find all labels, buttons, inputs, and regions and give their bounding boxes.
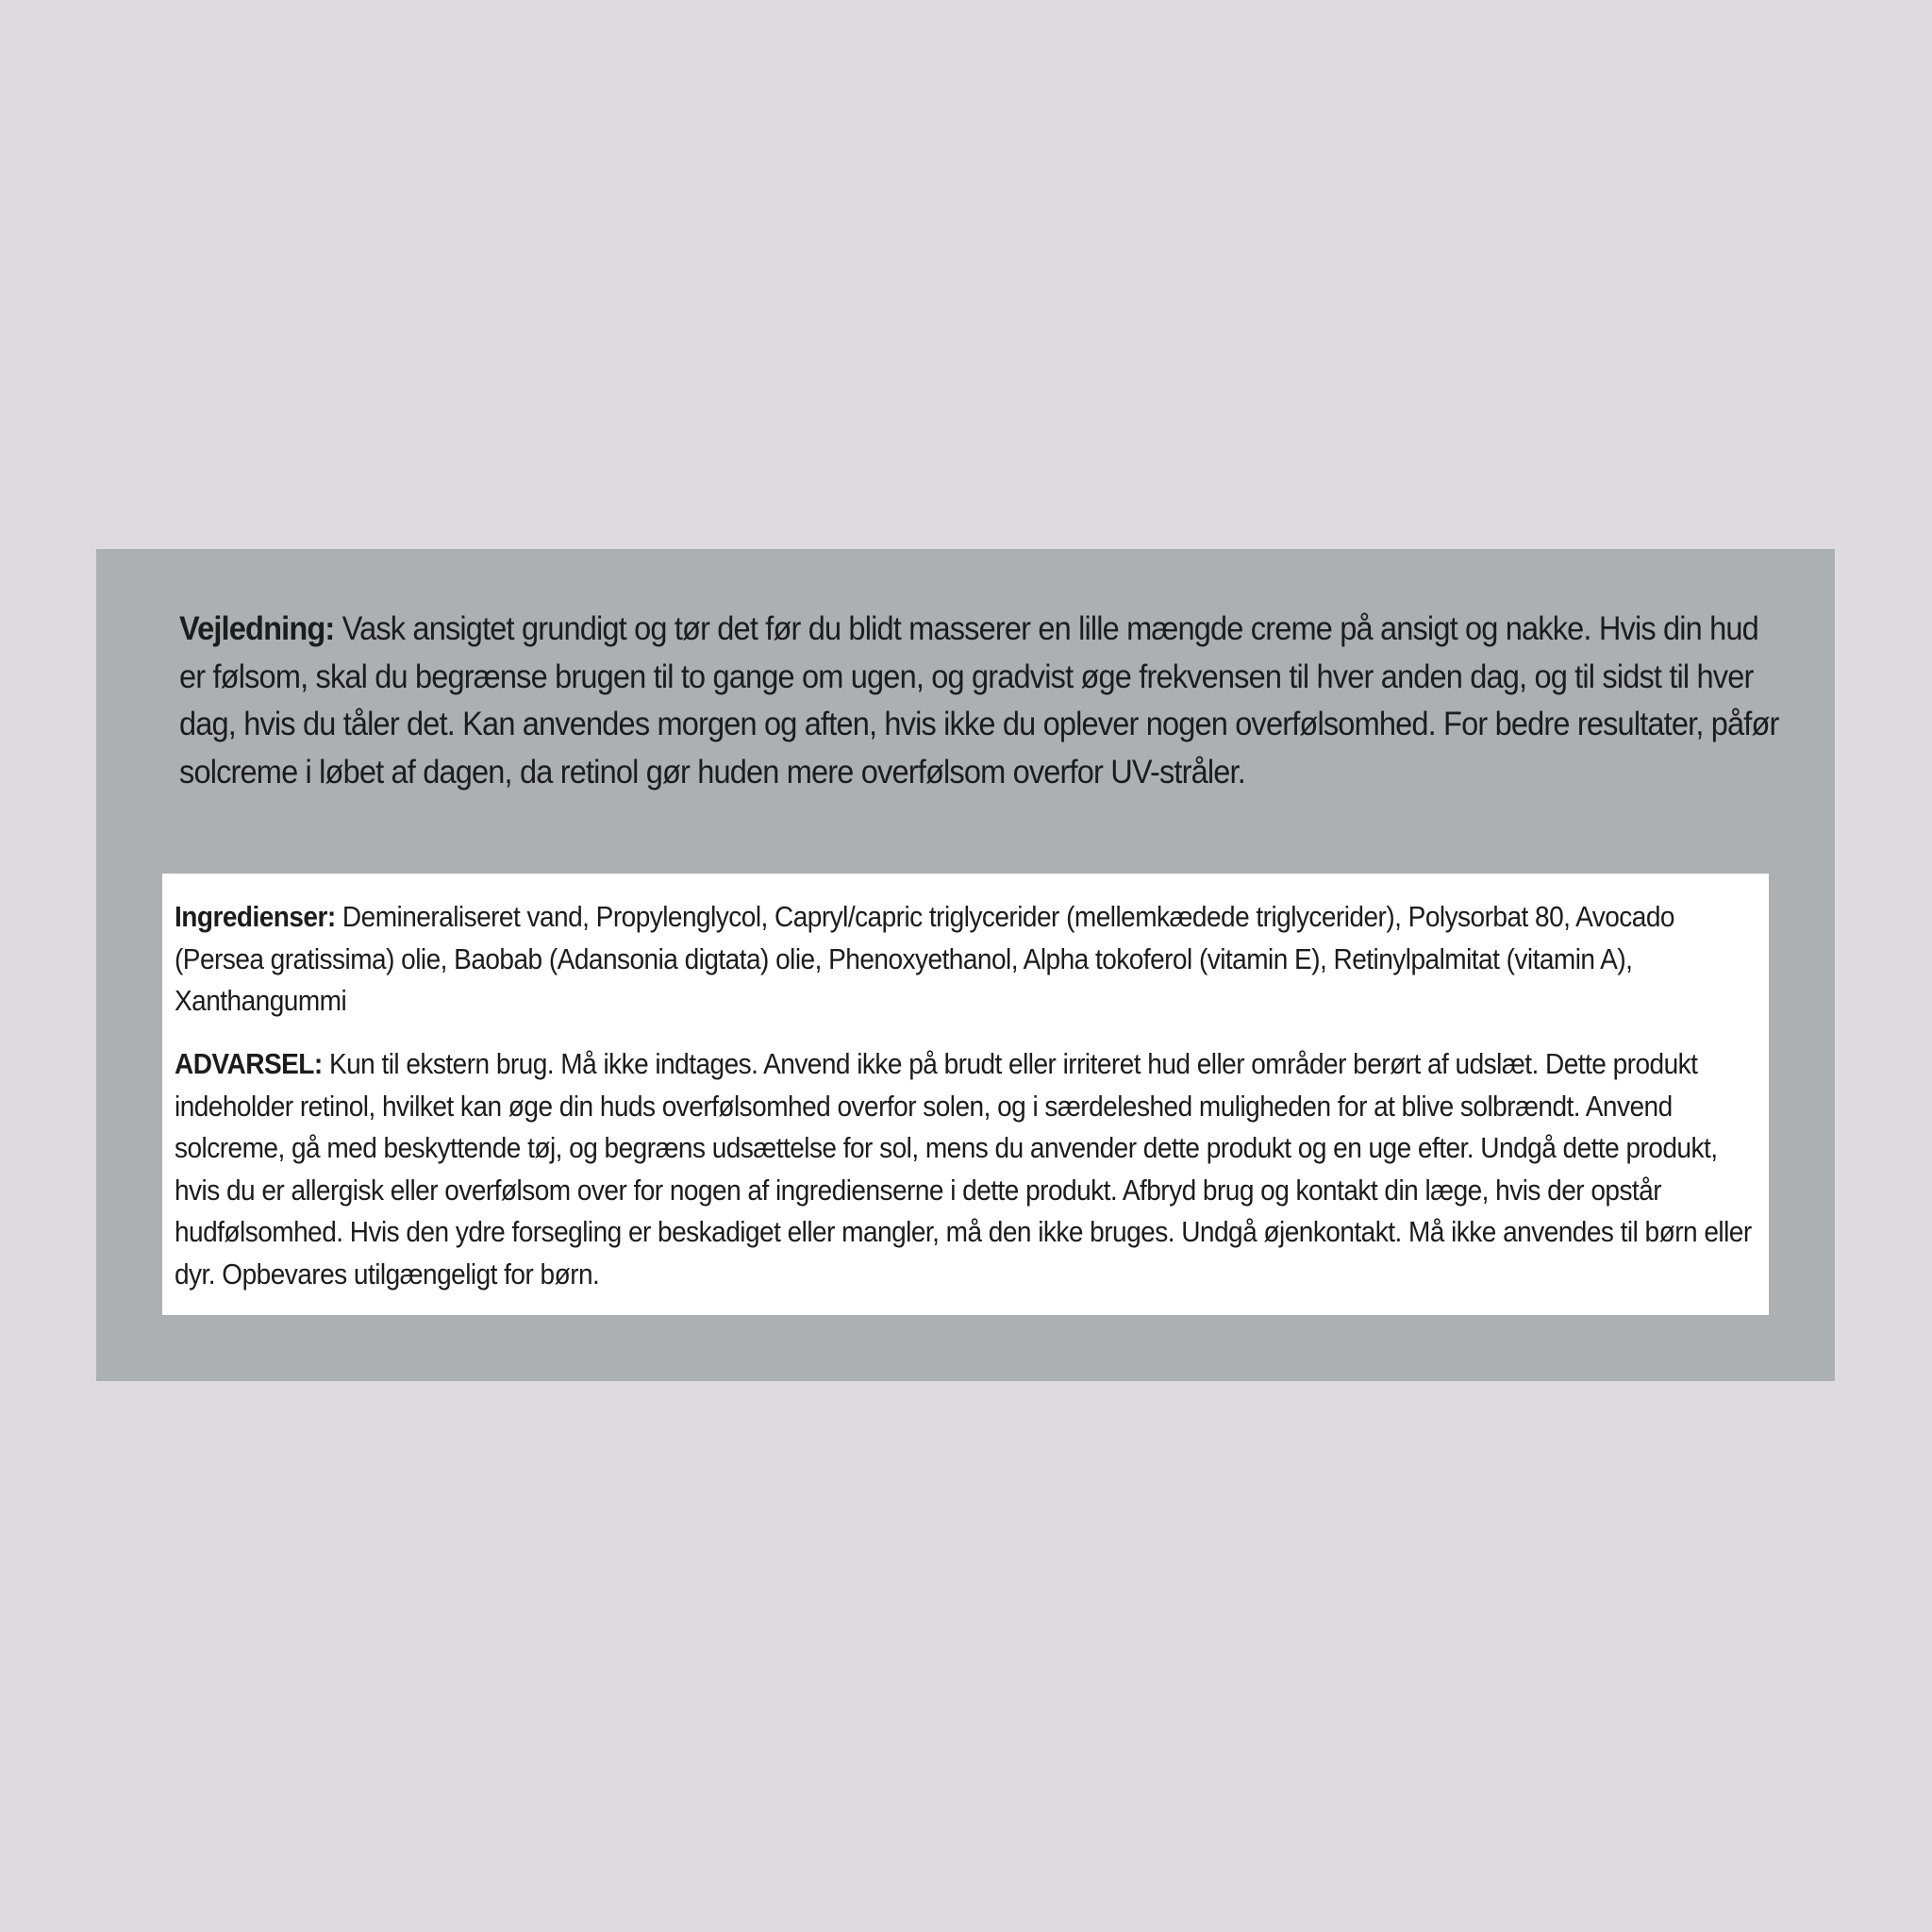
warning-paragraph <box>175 1043 1762 1295</box>
ingredients-warning-box <box>162 874 1769 1315</box>
warning-text: Kun til ekstern brug. Må ikke indtages. Anvend ikke på brudt eller irriteret hud eller områder berørt af udslæt. Dette produkt indeholder retinol, hvilket kan øge din huds overfølsomhed overfor solen, og i særdeleshed muligheden for at blive solbrændt. Anvend solcreme, gå med beskyttende tøj, og begræns udsættelse for sol, mens du anvender dette produkt og en uge efter. Undgå dette produkt, hvis du er allergisk eller overfølsom over for nogen af ingredienserne i dette produkt. Afbryd brug og kontakt din læge, hvis der opstår hudfølsomhed. Hvis den ydre forsegling er beskadiget eller mangler, må den ikke bruges. Undgå øjenkontakt. Må ikke anvendes til børn eller dyr. Opbevares utilgængeligt for børn. <box>175 1047 1752 1291</box>
directions-text: Vask ansigtet grundigt og tør det før du blidt masserer en lille mængde creme på ansigt og nakke. Hvis din hud er følsom, skal du begrænse brugen til to gange om ugen, og gradvist øge frekvensen til hver anden dag, og til sidst til hver dag, hvis du tåler det. Kan anvendes morgen og aften, hvis ikke du oplever nogen overfølsomhed. For bedre resultater, påfør solcreme i løbet af dagen, da retinol gør huden mere overfølsom overfor UV-stråler. <box>179 610 1779 791</box>
directions-heading: Vejledning: <box>179 610 335 647</box>
warning-heading: ADVARSEL: <box>175 1047 323 1080</box>
ingredients-paragraph <box>175 896 1762 1023</box>
product-label-panel <box>96 549 1835 1381</box>
ingredients-heading: Ingredienser: <box>175 900 336 933</box>
directions-paragraph <box>179 606 1785 796</box>
ingredients-text: Demineraliseret vand, Propylenglycol, Capryl/capric triglycerider (mellemkædede triglycerider), Polysorbat 80, Avocado (Persea gratissima) olie, Baobab (Adansonia digtata) olie, Phenoxyethanol, Alpha tokoferol (vitamin E), Retinylpalmitat (vitamin A), Xanthangummi <box>175 900 1674 1017</box>
